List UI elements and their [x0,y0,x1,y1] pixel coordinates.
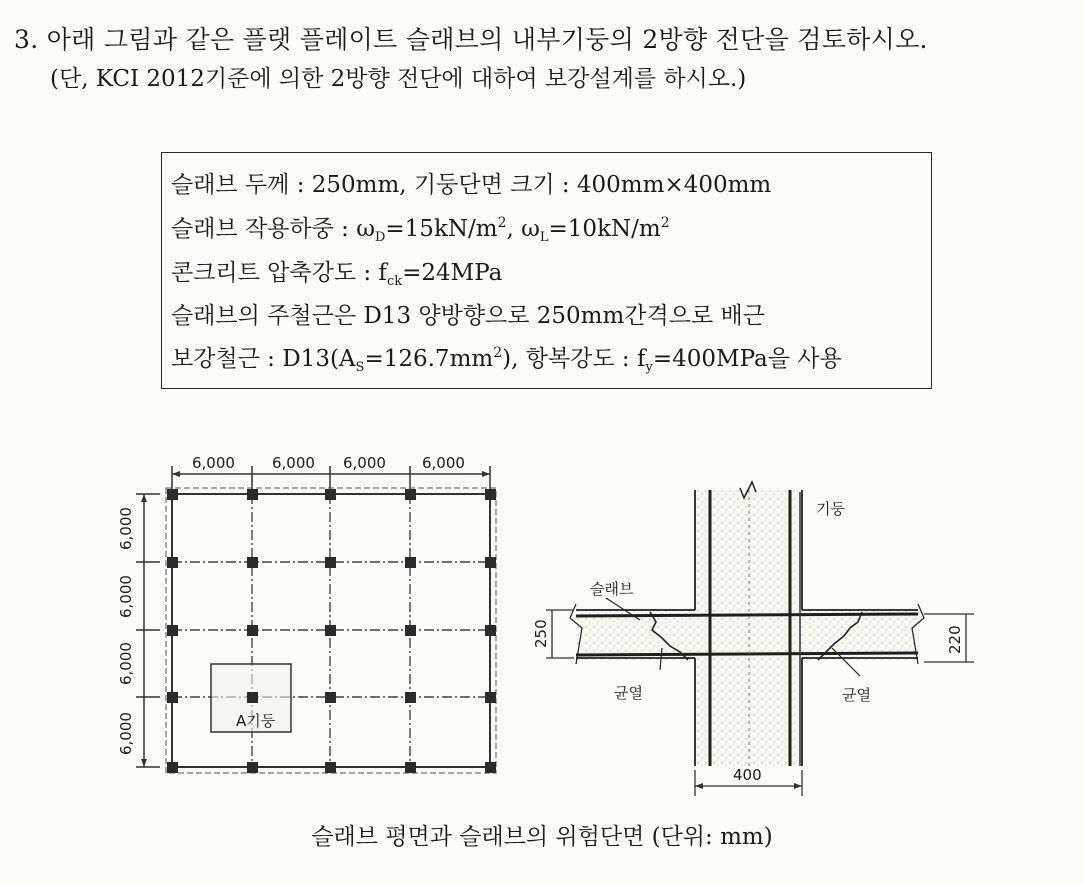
section-slab-label: 슬래브 [590,580,634,598]
given-shear-reinforcement: 보강철근 : $D13(A_S=126.7mm^2)$, 항복강도 : $f_y=400MPa$을 사용 [171,345,842,375]
question-line-1: 3. 아래 그림과 같은 플랫 플레이트 슬래브의 내부기둥의 2방향 전단을 검토하시오. [14,25,928,54]
plan-side-dim-4: 6,000 [117,712,135,755]
section-column-label: 기둥 [816,500,845,518]
given-concrete-strength: 콘크리트 압축강도 : $f_{ck}=24MPa$ [171,260,503,289]
plan-top-dim-2: 6,000 [272,454,315,472]
plan-side-dim-1: 6,000 [117,507,135,550]
plan-top-dim-1: 6,000 [192,454,235,472]
section-crack-left-label: 균열 [614,684,643,702]
section-depth-dim: 220 [946,625,964,654]
section-crack-right-label: 균열 [842,686,871,704]
plan-top-dim-3: 6,000 [343,454,386,472]
section-column-width-dim: 400 [733,766,762,784]
column-a-label: A기둥 [236,712,276,730]
given-loads: 슬래브 작용하중 : $\omega_D=15kN/m^2$, $\omega_L=10kN/m^2$ [171,215,670,245]
question-line-2: (단, KCI 2012기준에 의한 2방향 전단에 대하여 보강설계를 하시오.) [50,66,747,92]
plan-top-dim-4: 6,000 [422,454,465,472]
plan-side-dim-2: 6,000 [117,575,135,618]
given-main-rebar: 슬래브의 주철근은 D13 양방향으로 250mm간격으로 배근 [171,303,765,329]
figure-caption: 슬래브 평면과 슬래브의 위험단면 (단위: mm) [311,824,773,850]
given-slab-thickness: 슬래브 두께 : 250mm, 기둥단면 크기 : 400mm×400mm [171,172,772,198]
plan-side-dim-3: 6,000 [117,642,135,685]
section-thickness-dim: 250 [532,619,550,648]
